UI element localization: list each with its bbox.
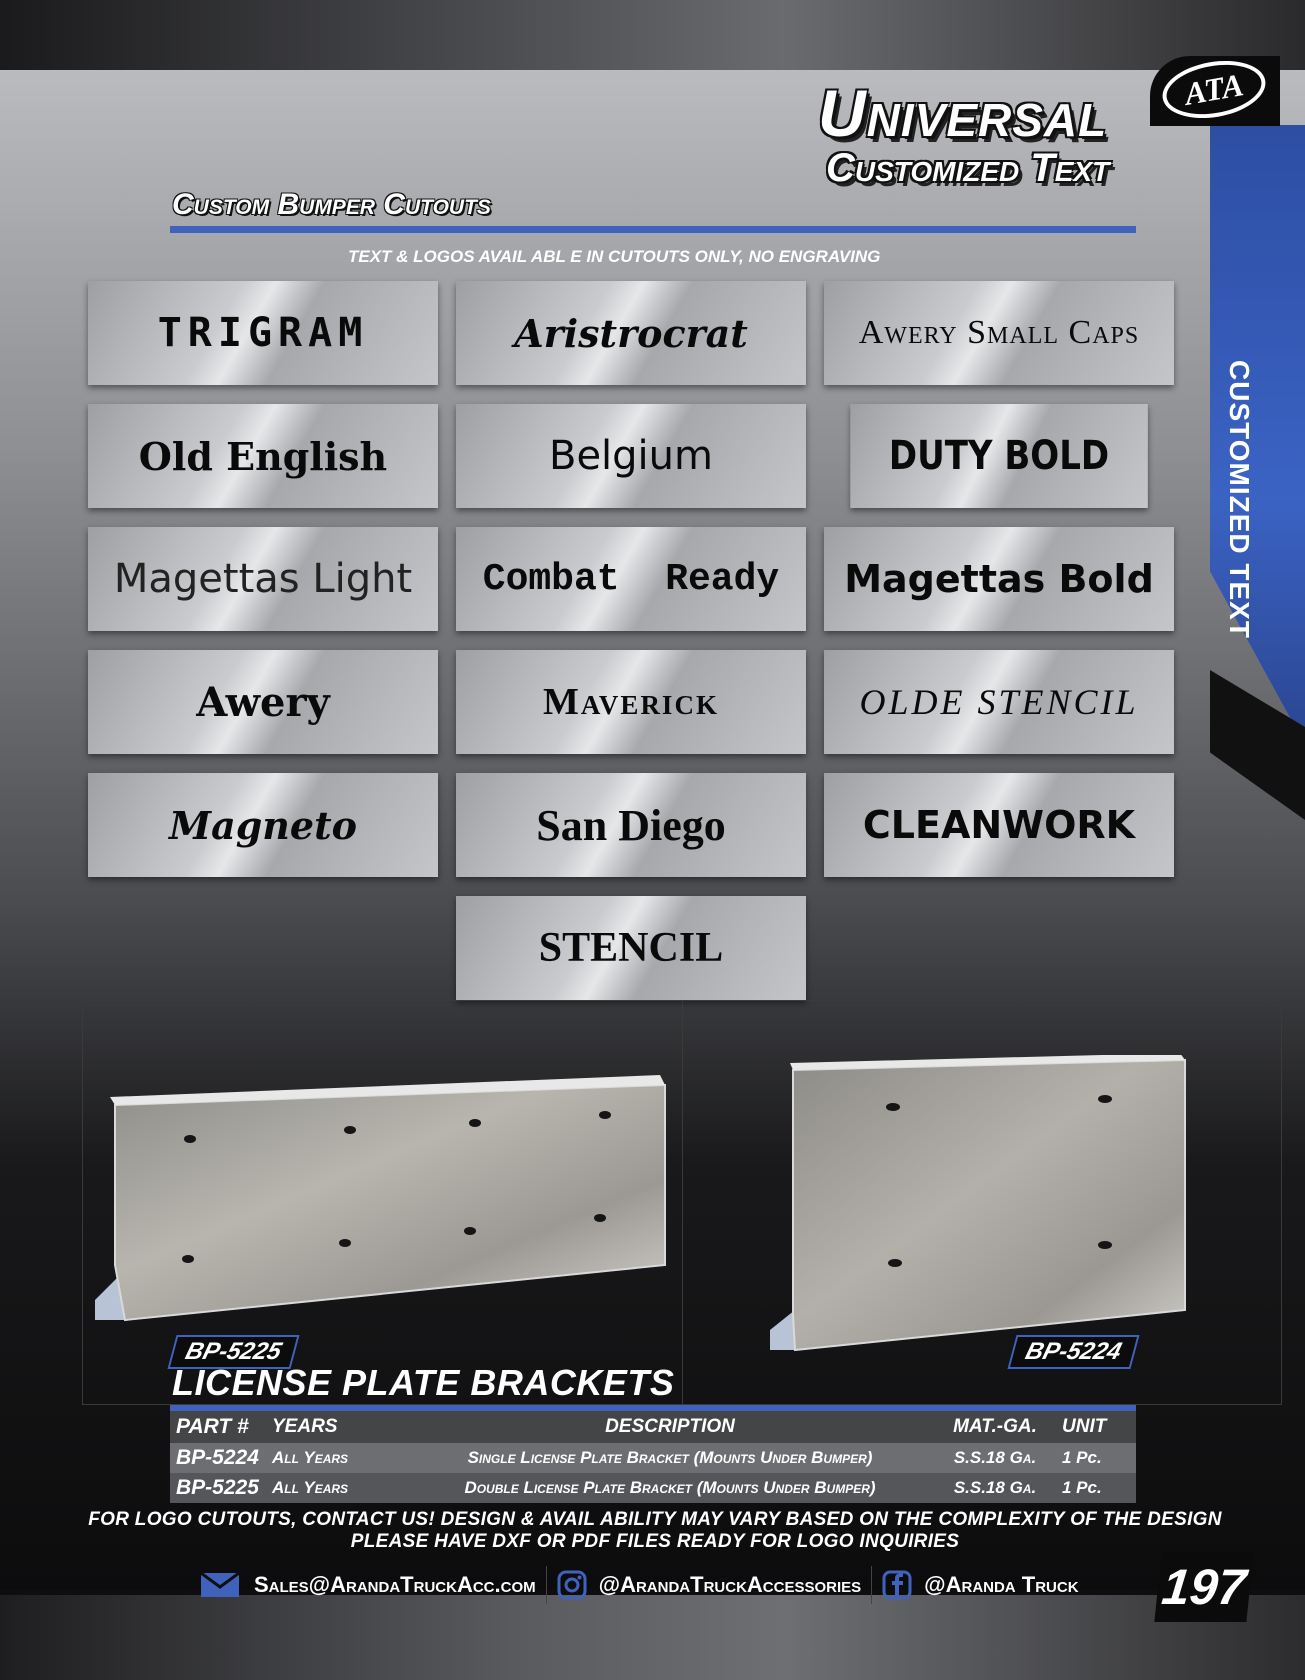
part-tag-bp-5225: BP-5225 <box>167 1335 299 1369</box>
cell-years: All Years <box>272 1448 349 1467</box>
font-tile-awery-small-caps: Awery Small Caps <box>824 281 1174 385</box>
col-material: MAT.-GA. <box>953 1416 1037 1437</box>
font-tile-duty-bold: DUTY BOLD <box>850 404 1148 508</box>
section-title: Custom Bumper Cutouts <box>172 188 491 221</box>
page-number: 197 <box>1154 1552 1253 1622</box>
cell-description: Single License Plate Bracket (Mounts Under Bumper) <box>467 1448 873 1467</box>
cell-unit: 1 Pc. <box>1062 1478 1102 1497</box>
section-rule <box>170 226 1136 233</box>
cell-material: S.S.18 Ga. <box>953 1478 1037 1497</box>
cell-years: All Years <box>272 1478 349 1497</box>
col-years: YEARS <box>272 1416 338 1437</box>
product-title: LICENSE PLATE BRACKETS <box>172 1362 675 1403</box>
email-icon <box>200 1572 240 1598</box>
instagram-icon <box>557 1570 587 1600</box>
parts-table <box>170 1405 1136 1503</box>
side-tab-label: CUSTOMIZED TEXT <box>1224 360 1255 639</box>
font-tile-maverick: Maverick <box>456 650 806 754</box>
col-part: PART # <box>176 1415 249 1438</box>
cell-material: S.S.18 Ga. <box>953 1448 1037 1467</box>
font-tile-san-diego: San Diego <box>456 773 806 877</box>
page-title: Universal <box>818 76 1108 150</box>
page-subtitle: Customized Text <box>826 146 1110 190</box>
font-tile-cleanwork: CLEANWORK <box>824 773 1174 877</box>
font-tile-magettas-light: Magettas Light <box>88 527 438 631</box>
ata-logo: ATA <box>1158 53 1270 125</box>
font-tile-magneto: Magneto <box>88 773 438 877</box>
cell-description: Double License Plate Bracket (Mounts Under Bumper) <box>464 1478 876 1497</box>
instagram-link[interactable]: @ArandaTruckAccessories <box>598 1572 862 1597</box>
font-tile-trigram: TRIGRAM <box>88 281 438 385</box>
table-row <box>170 1443 1136 1473</box>
facebook-link[interactable]: @Aranda Truck <box>924 1572 1079 1597</box>
font-tile-stencil: STENCIL <box>456 896 806 1000</box>
part-tag-bp-5224: BP-5224 <box>1007 1335 1139 1369</box>
single-plate-bracket-image <box>765 1055 1195 1355</box>
photo-divider <box>682 1000 683 1405</box>
font-tile-combat-ready: Combat Ready <box>456 527 806 631</box>
cell-part: BP-5224 <box>176 1446 259 1469</box>
table-header-row <box>170 1411 1136 1443</box>
availability-note: TEXT & LOGOS AVAIL ABL E IN CUTOUTS ONLY, NO ENGRAVING <box>348 247 881 266</box>
top-band <box>0 0 1305 75</box>
font-tile-awery: Awery <box>88 650 438 754</box>
font-tile-aristocrat: Aristrocrat <box>456 281 806 385</box>
cell-part: BP-5225 <box>176 1476 259 1499</box>
email-link[interactable]: Sales@ArandaTruckAcc.com <box>254 1572 536 1597</box>
font-tile-belgium: Belgium <box>456 404 806 508</box>
footer-separator <box>546 1566 547 1604</box>
double-plate-bracket-image <box>90 1075 680 1330</box>
facebook-icon <box>882 1570 912 1600</box>
font-tile-magettas-bold: Magettas Bold <box>824 527 1174 631</box>
bottom-band <box>0 1595 1305 1680</box>
footer-separator <box>871 1566 872 1604</box>
col-unit: UNIT <box>1062 1416 1107 1437</box>
cell-unit: 1 Pc. <box>1062 1448 1102 1467</box>
logo-cutout-note: FOR LOGO CUTOUTS, CONTACT US! DESIGN & AVAIL ABILITY MAY VARY BASED ON THE COMPLEXITY OF THE DESIGN <box>88 1509 1222 1530</box>
col-description: DESCRIPTION <box>605 1416 735 1437</box>
footer-contact-bar <box>200 1565 1120 1605</box>
file-format-note: PLEASE HAVE DXF OR PDF FILES READY FOR LOGO INQUIRIES <box>350 1531 960 1552</box>
font-tile-old-english: Old English <box>88 404 438 508</box>
font-tile-olde-stencil: OLDE STENCIL <box>824 650 1174 754</box>
table-row <box>170 1473 1136 1503</box>
